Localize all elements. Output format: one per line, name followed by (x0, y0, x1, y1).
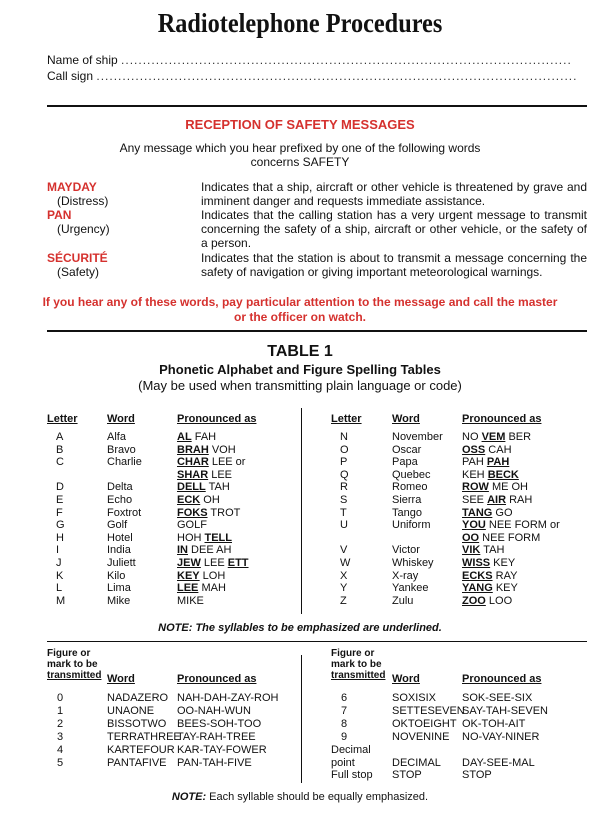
pronunciation-right (462, 444, 512, 457)
word-left: Echo (107, 494, 133, 506)
word-right: Papa (392, 456, 418, 469)
pronunciation-right (462, 481, 528, 494)
figure-pronunciation-left: KAR-TAY-FOWER (177, 743, 267, 756)
figure-word-right: OKTOEIGHT (392, 717, 457, 730)
header-figure-left-1: Figure or (47, 648, 91, 659)
letter-left: E (56, 494, 64, 506)
note-equal-label: NOTE: (171, 791, 207, 803)
emphasized-syllable: PAH (486, 456, 510, 469)
syllable: MAH (198, 582, 226, 595)
figure-left: 0 (57, 692, 64, 704)
letter-left: J (56, 557, 62, 569)
emphasized-syllable: SHAR (177, 468, 209, 481)
header-fig-word-left: Word (107, 673, 135, 685)
figure-word-left: UNAONE (107, 704, 155, 717)
word-right: Uniform (392, 519, 431, 532)
figure-pronunciation-left: OO-NAH-WUN (177, 704, 251, 717)
table-title: TABLE 1 (267, 343, 333, 360)
pronunciation-left (177, 557, 249, 570)
call-sign-dots: ............................................................................................................... (96, 69, 578, 83)
emphasized-syllable: TANG (462, 506, 493, 519)
pronunciation-left (177, 456, 245, 469)
figure-right: point (331, 756, 355, 769)
divider-top (47, 105, 587, 107)
emphasized-syllable: JEW (177, 557, 201, 569)
word-right: Romeo (392, 481, 428, 494)
pronunciation-left (177, 582, 226, 595)
syllable: LEE or (208, 456, 246, 469)
emphasized-syllable: OO (462, 531, 480, 544)
syllable: RAH (506, 494, 533, 506)
divider-figures (47, 641, 587, 642)
letter-left: A (56, 431, 64, 443)
emphasized-syllable: OSS (462, 443, 486, 456)
pronunciation-right (462, 544, 504, 557)
figure-pronunciation-left: TAY-RAH-TREE (177, 730, 256, 743)
pronunciation-left (177, 595, 204, 608)
word-right: Victor (392, 544, 420, 557)
figure-pronunciation-right: OK-TOH-AIT (462, 717, 526, 730)
figure-word-right: SETTESEVEN (392, 704, 465, 717)
figure-right: 7 (341, 704, 348, 717)
ship-name-field (47, 53, 572, 67)
syllable: VOH (208, 443, 236, 456)
figure-left: 1 (57, 704, 64, 717)
emphasized-syllable: FOKS (177, 506, 208, 519)
figure-left: 2 (57, 717, 64, 730)
signal-word-securite: SÉCURITÉ (47, 251, 108, 265)
ship-name-dots: ........................................................................................................ (121, 53, 572, 67)
figure-left: 3 (57, 730, 64, 743)
figure-word-right: DECIMAL (392, 756, 441, 769)
table-usage-note: (May be used when transmitting plain language or code) (138, 378, 462, 393)
word-right: Oscar (392, 443, 422, 456)
figure-word-left: TERRATHREE (107, 730, 181, 743)
syllable: FAH (191, 431, 217, 443)
ship-name-label: Name of ship (47, 53, 118, 67)
syllable: KEY (492, 582, 518, 595)
note-syllables-label: NOTE: (158, 622, 193, 634)
figure-right: Decimal (331, 743, 371, 756)
word-right: Sierra (392, 494, 422, 506)
header-pron-left: Pronounced as (177, 413, 257, 425)
word-right: Whiskey (392, 557, 434, 569)
signal-sub-mayday: (Distress) (57, 194, 109, 208)
word-left: Golf (107, 519, 128, 532)
figure-pronunciation-left: BEES-SOH-TOO (177, 717, 262, 730)
pronunciation-right (462, 456, 509, 469)
figure-pronunciation-right: NO-VAY-NINER (462, 730, 540, 743)
call-sign-field (47, 69, 577, 83)
emphasized-syllable: DELL (177, 481, 206, 494)
note-equal-emphasis (0, 791, 600, 803)
syllable: NO (462, 431, 482, 443)
syllable: OH (200, 494, 220, 506)
pronunciation-left (177, 507, 240, 520)
pronunciation-right (462, 595, 512, 608)
header-figure-left-2: mark to be (47, 659, 98, 670)
emphasized-syllable: ECK (177, 494, 201, 506)
header-letter-right: Letter (331, 413, 362, 425)
note-syllables (0, 622, 600, 634)
emphasized-syllable: KEY (177, 569, 200, 582)
syllable: MIKE (177, 594, 204, 607)
header-figure-right-3: transmitted (331, 670, 386, 681)
syllable: ME OH (488, 481, 529, 494)
letter-right: Z (340, 594, 347, 607)
header-letter-left: Letter (47, 413, 78, 425)
letter-right: N (340, 431, 348, 443)
word-right: Zulu (392, 594, 414, 607)
figure-right: 6 (341, 692, 348, 704)
pronunciation-right (462, 494, 532, 507)
header-figure-left (47, 648, 101, 681)
letter-left: M (56, 594, 66, 607)
pronunciation-right (462, 431, 531, 444)
alphabet-column-divider (301, 408, 302, 614)
figure-pronunciation-right: DAY-SEE-MAL (462, 756, 535, 769)
letter-right: S (340, 494, 348, 506)
pronunciation-left (177, 519, 207, 532)
note-equal-text: Each syllable should be equally emphasized. (206, 791, 429, 803)
header-pron-right: Pronounced as (462, 413, 542, 425)
letter-left: K (56, 569, 64, 582)
letter-left: F (56, 506, 63, 519)
word-left: Mike (107, 594, 131, 607)
word-left: Delta (107, 481, 133, 494)
note-syllables-text: The syllables to be emphasized are underlined. (192, 622, 442, 634)
pronunciation-right (462, 469, 519, 482)
safety-intro-line-2: concerns SAFETY (250, 155, 350, 169)
page-title: Radiotelephone Procedures (157, 8, 443, 38)
letter-right: T (340, 506, 347, 519)
emphasized-syllable: CHAR (177, 456, 209, 469)
letter-left: H (56, 531, 64, 544)
letter-right: O (340, 443, 349, 456)
figure-pronunciation-left: NAH-DAH-ZAY-ROH (177, 692, 279, 704)
syllable: KEH (462, 468, 488, 481)
word-left: Hotel (107, 531, 133, 544)
signal-sub-securite: (Safety) (57, 265, 100, 279)
word-right: Yankee (392, 582, 429, 595)
syllable: PAH (462, 456, 487, 469)
emphasized-syllable: VEM (481, 431, 506, 443)
syllable: CAH (485, 443, 512, 456)
letter-right: Q (340, 468, 349, 481)
word-left: Foxtrot (107, 506, 142, 519)
word-right: Quebec (392, 468, 431, 481)
emphasized-syllable: ETT (227, 557, 249, 569)
word-right: X-ray (392, 569, 419, 582)
figure-left: 4 (57, 743, 64, 756)
table-subtitle: Phonetic Alphabet and Figure Spelling Tables (159, 362, 441, 377)
header-figure-right-1: Figure or (331, 648, 375, 659)
syllable: LEE (208, 468, 233, 481)
signal-sub-pan: (Urgency) (57, 222, 110, 236)
syllable: TAH (205, 481, 230, 494)
syllable: NEE FORM (479, 531, 541, 544)
pronunciation-left (177, 444, 236, 457)
figures-column-divider (301, 655, 302, 783)
emphasized-syllable: WISS (462, 557, 491, 569)
header-word-left: Word (107, 413, 135, 425)
syllable: SEE (462, 494, 488, 506)
signal-word-mayday: MAYDAY (47, 180, 97, 194)
syllable: TAH (480, 544, 505, 557)
emphasized-syllable: IN (177, 544, 188, 557)
letter-right: U (340, 519, 348, 532)
call-sign-label: Call sign (47, 69, 94, 83)
emphasized-syllable: TELL (204, 531, 232, 544)
figure-pronunciation-right: SOK-SEE-SIX (462, 692, 533, 704)
letter-left: G (56, 519, 65, 532)
letter-right: R (340, 481, 348, 494)
word-left: India (107, 544, 131, 557)
pronunciation-left (177, 544, 231, 557)
letter-right: V (340, 544, 348, 557)
syllable: LOH (199, 569, 226, 582)
letter-right: X (340, 569, 348, 582)
header-fig-pron-right: Pronounced as (462, 673, 542, 685)
pronunciation-right (462, 582, 518, 595)
figure-word-left: NADAZERO (107, 692, 169, 704)
header-fig-word-right: Word (392, 673, 420, 685)
signal-desc-mayday: Indicates that a ship, aircraft or other vehicle is threatened by grave and imminent danger and requests immediate assistance. (201, 180, 587, 208)
safety-heading: RECEPTION OF SAFETY MESSAGES (185, 117, 415, 132)
emphasized-syllable: ECKS (462, 569, 493, 582)
syllable: KEY (490, 557, 516, 569)
syllable: RAY (492, 569, 518, 582)
emphasized-syllable: AL (177, 431, 192, 443)
word-left: Juliett (107, 557, 136, 569)
emphasized-syllable: BRAH (177, 443, 209, 456)
divider-middle (47, 330, 587, 332)
figure-right: 8 (341, 717, 348, 730)
word-left: Bravo (107, 443, 136, 456)
emphasized-syllable: BECK (487, 468, 519, 481)
emphasized-syllable: VIK (462, 544, 481, 557)
pronunciation-right (462, 519, 560, 532)
pronunciation-left (177, 481, 230, 494)
syllable: DEE AH (188, 544, 232, 557)
syllable: GOLF (177, 519, 207, 532)
letter-right: P (340, 456, 348, 469)
letter-right: Y (340, 582, 348, 595)
letter-left: I (56, 544, 60, 557)
syllable: LEE (200, 557, 228, 569)
signal-desc-pan: Indicates that the calling station has a very urgent message to transmit concerning the safety of a ship, aircraft or other vehicle, or the safety of a person. (201, 208, 587, 250)
pronunciation-left (177, 469, 232, 482)
syllable: LOO (485, 594, 513, 607)
figure-word-right: STOP (392, 769, 422, 782)
header-word-right: Word (392, 413, 420, 425)
figure-word-left: BISSOTWO (107, 717, 167, 730)
signal-desc-securite: Indicates that the station is about to transmit a message concerning the safety of navigation or giving important meteorological warnings. (201, 251, 587, 279)
pronunciation-left (177, 532, 232, 545)
syllable: TROT (207, 506, 241, 519)
pronunciation-right (462, 570, 517, 583)
letter-left: D (56, 481, 64, 494)
syllable: HOH (177, 531, 205, 544)
word-left: Charlie (107, 456, 142, 469)
safety-warning (0, 295, 600, 325)
letter-left: L (56, 582, 63, 595)
emphasized-syllable: LEE (177, 582, 199, 595)
safety-intro-line-1: Any message which you hear prefixed by one of the following words (119, 141, 481, 155)
word-right: Tango (392, 506, 422, 519)
syllable: NEE FORM or (485, 519, 560, 532)
emphasized-syllable: YANG (462, 582, 493, 595)
pronunciation-left (177, 570, 225, 583)
safety-warning-line-1: If you hear any of these words, pay particular attention to the message and call the master (42, 295, 558, 309)
figure-right: Full stop (331, 769, 373, 782)
pronunciation-left (177, 431, 216, 444)
figure-left: 5 (57, 756, 64, 769)
figure-pronunciation-right: SAY-TAH-SEVEN (462, 704, 548, 717)
word-left: Lima (107, 582, 131, 595)
pronunciation-right (462, 557, 515, 570)
letter-left: C (56, 456, 64, 469)
figure-word-right: SOXISIX (392, 692, 437, 704)
emphasized-syllable: ZOO (462, 594, 486, 607)
word-left: Kilo (107, 569, 126, 582)
signal-word-pan: PAN (47, 208, 72, 222)
emphasized-syllable: YOU (462, 519, 486, 532)
figure-right: 9 (341, 730, 348, 743)
header-fig-pron-left: Pronounced as (177, 673, 257, 685)
letter-left: B (56, 443, 64, 456)
word-left: Alfa (107, 431, 126, 443)
pronunciation-right (462, 532, 540, 545)
syllable: BER (505, 431, 532, 443)
figure-word-right: NOVENINE (392, 730, 450, 743)
safety-warning-line-2: or the officer on watch. (233, 310, 366, 324)
header-figure-right-2: mark to be (331, 659, 382, 670)
emphasized-syllable: AIR (487, 494, 507, 506)
figure-pronunciation-right: STOP (462, 769, 492, 782)
figure-word-left: PANTAFIVE (107, 756, 167, 769)
header-figure-right (331, 648, 385, 681)
pronunciation-right (462, 507, 513, 520)
word-right: November (392, 431, 443, 443)
figure-word-left: KARTEFOUR (107, 743, 175, 756)
safety-intro (0, 141, 600, 169)
header-figure-left-3: transmitted (47, 670, 102, 681)
letter-right: W (340, 557, 351, 569)
figure-pronunciation-left: PAN-TAH-FIVE (177, 756, 252, 769)
emphasized-syllable: ROW (462, 481, 489, 494)
pronunciation-left (177, 494, 220, 507)
syllable: GO (492, 506, 513, 519)
